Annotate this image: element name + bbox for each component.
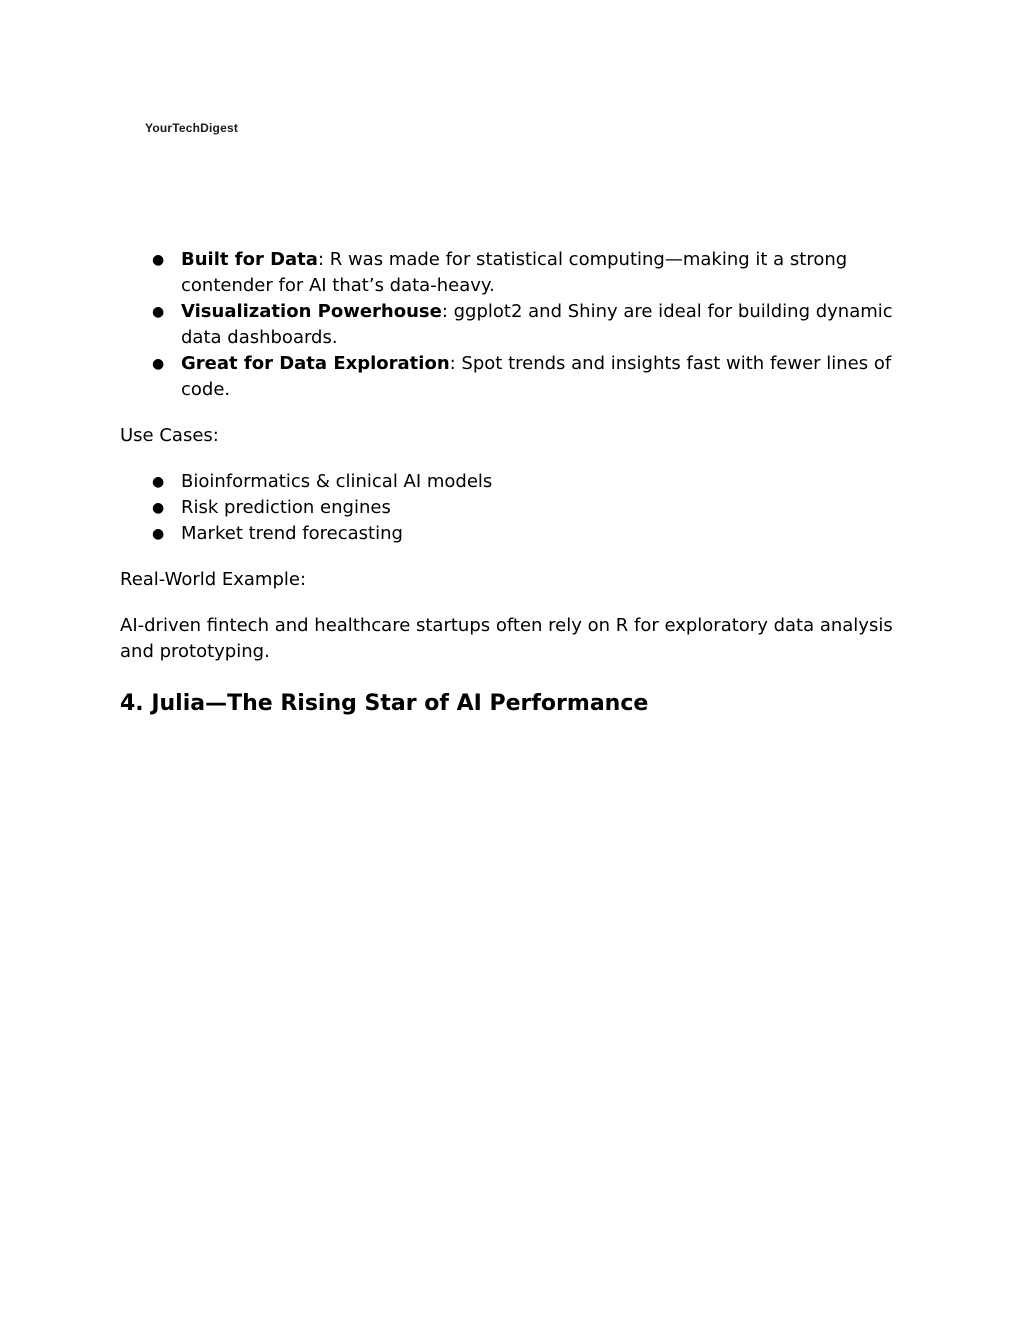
list-item (120, 247, 900, 299)
list-item (120, 469, 900, 495)
list-item (120, 521, 900, 547)
features-list (120, 247, 900, 403)
use-cases-label: Use Cases: (120, 425, 219, 446)
feature-title: Visualization Powerhouse (181, 301, 442, 322)
list-item (120, 495, 900, 521)
feature-title: Great for Data Exploration (181, 353, 450, 374)
bullet-icon: ● (152, 356, 165, 372)
bullet-icon: ● (152, 474, 165, 490)
feature-text: : ggplot2 and Shiny are ideal for building dynamic data dashboards. (181, 301, 893, 348)
brand-logo: YourTechDigest (145, 121, 239, 135)
document-body (120, 247, 900, 719)
bullet-icon: ● (152, 500, 165, 516)
section-heading: 4. Julia—The Rising Star of AI Performance (120, 691, 649, 716)
list-item (120, 351, 900, 403)
use-case-text: Risk prediction engines (181, 497, 391, 518)
feature-text: : R was made for statistical computing—making it a strong contender for AI that’s data-heavy. (181, 249, 848, 296)
example-paragraph: AI-driven fintech and healthcare startups often rely on R for exploratory data analysis and prototyping. (120, 615, 893, 662)
use-case-text: Bioinformatics & clinical AI models (181, 471, 493, 492)
feature-title: Built for Data (181, 249, 318, 270)
use-case-text: Market trend forecasting (181, 523, 403, 544)
bullet-icon: ● (152, 252, 165, 268)
bullet-icon: ● (152, 304, 165, 320)
use-cases-list (120, 469, 900, 547)
feature-text: : Spot trends and insights fast with fewer lines of code. (181, 353, 892, 400)
bullet-icon: ● (152, 526, 165, 542)
example-label: Real-World Example: (120, 569, 307, 590)
list-item (120, 299, 900, 351)
